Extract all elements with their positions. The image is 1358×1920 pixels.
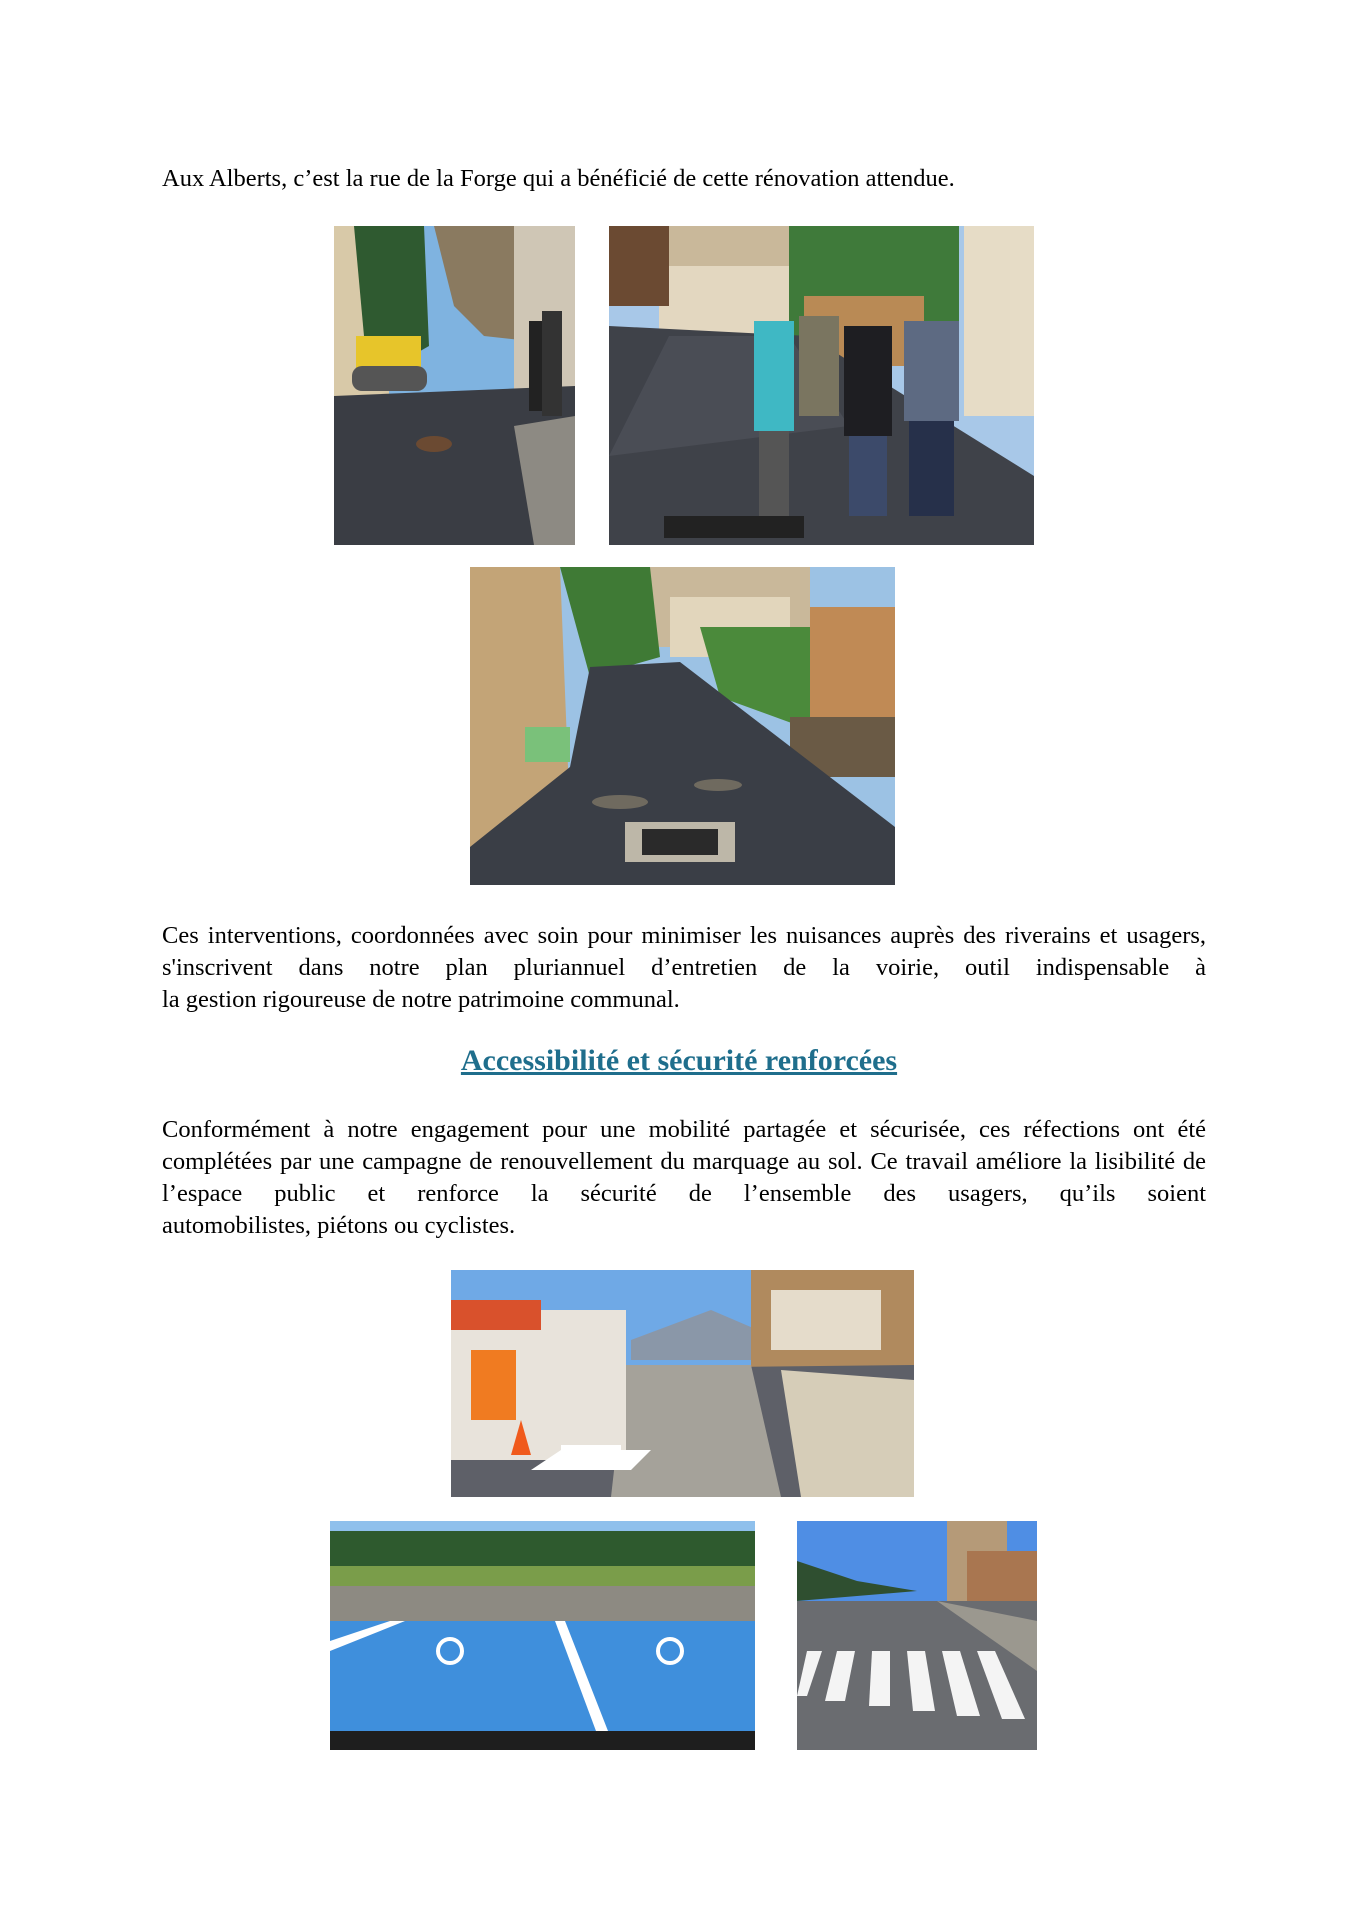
photo-accessible-parking xyxy=(330,1521,755,1750)
paragraph-accessibility xyxy=(162,1114,1206,1242)
photo-road-roller xyxy=(334,226,575,545)
paragraph-maintenance xyxy=(162,920,1206,1016)
intro-text: Aux Alberts, c’est la rue de la Forge qui a bénéficié de cette rénovation attendue. xyxy=(162,165,955,192)
section-heading: Accessibilité et sécurité renforcées xyxy=(460,1044,898,1077)
paragraph-line: Conformément à notre engagement pour une mobilité partagée et sécurisée, ces réfections ont xyxy=(162,1116,1165,1143)
paragraph-line: la lisibilité de l’espace public et renforce la sécurité de l’ensemble des usagers, qu’ils soient xyxy=(162,1148,1206,1207)
paragraph-line: été complétées par une campagne de renouvellement du marquage au sol. Ce travail améliore xyxy=(162,1116,1207,1175)
paragraph-line: Ces interventions, coordonnées avec soin pour minimiser les nuisances auprès des riverains et xyxy=(162,922,1118,949)
photo-marking-truck xyxy=(451,1270,914,1497)
photo-narrow-street xyxy=(470,567,895,885)
photo-group-street xyxy=(609,226,1034,545)
photo-pedestrian-crossing xyxy=(797,1521,1037,1750)
paragraph-line: usagers, s'inscrivent dans notre plan pluriannuel d’entretien de la voirie, outil indispensable à xyxy=(162,922,1207,981)
paragraph-line: automobilistes, piétons ou cyclistes. xyxy=(162,1212,516,1239)
paragraph-line: la gestion rigoureuse de notre patrimoine communal. xyxy=(162,986,680,1013)
